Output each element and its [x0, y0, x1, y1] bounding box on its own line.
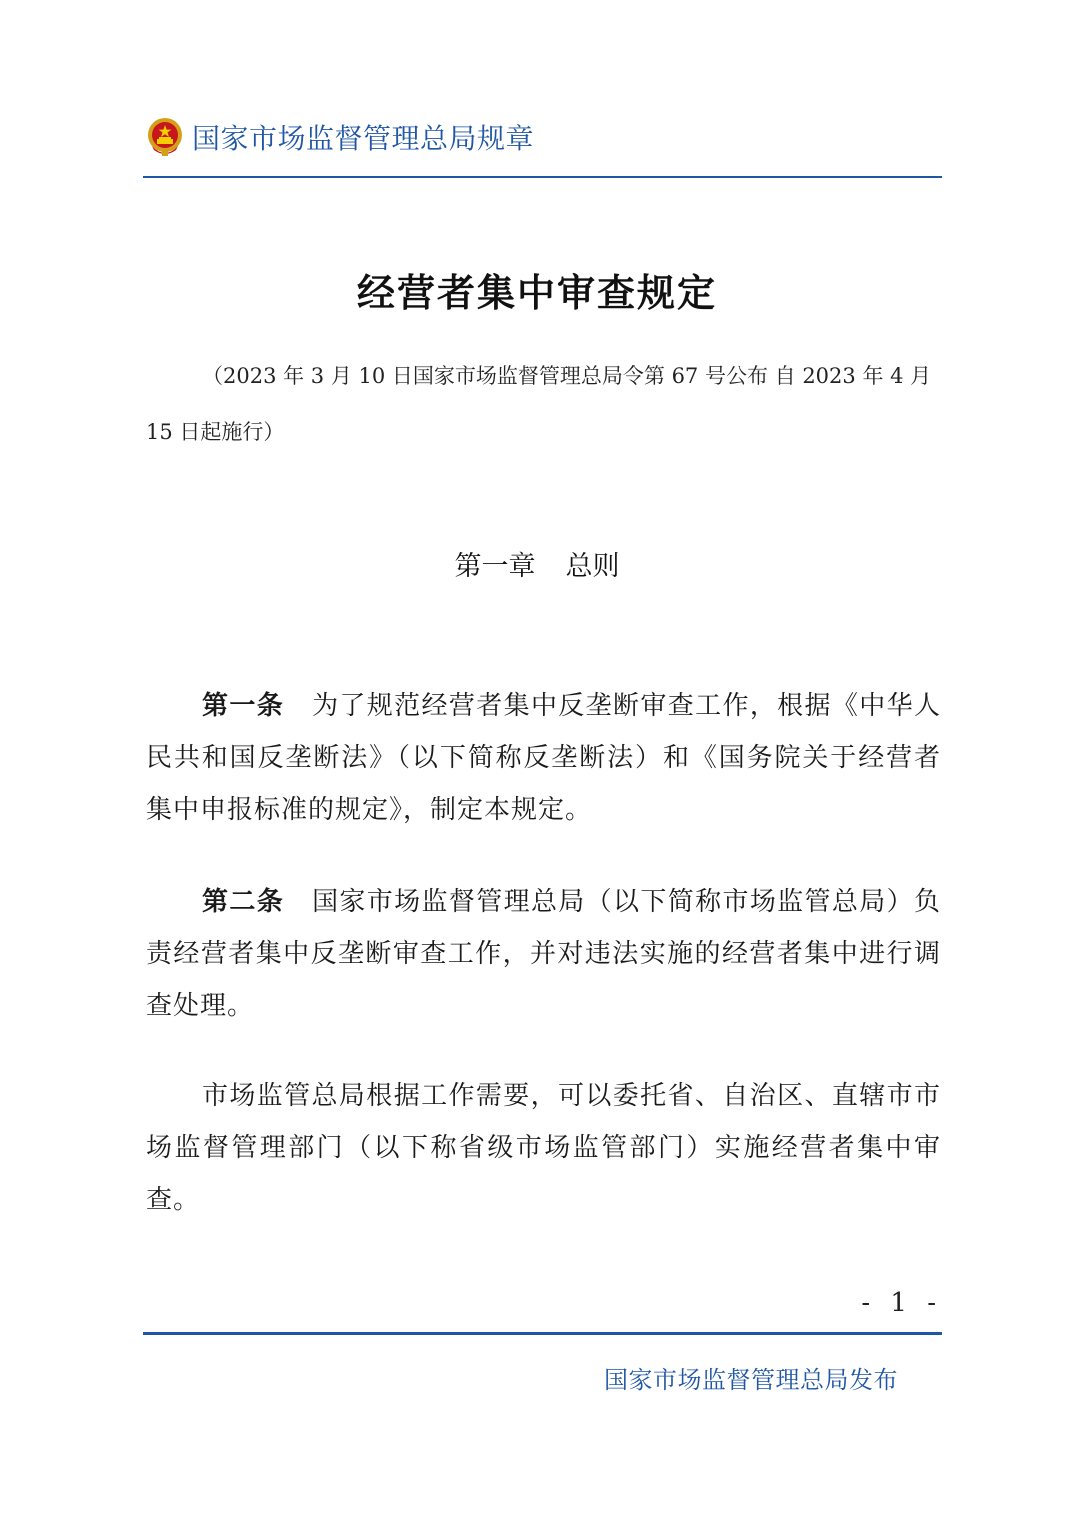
- article-1: [146, 680, 941, 836]
- promulgation-note: （2023 年 3 月 10 日国家市场监督管理总局令第 67 号公布 自 2023 年 4 月 15 日起施行）: [146, 364, 932, 444]
- header-title: 国家市场监督管理总局规章: [192, 122, 535, 155]
- article-text: 国家市场监督管理总局（以下简称市场监管总局）负责经营者集中反垄断审查工作，并对违法实施的经营者集中进行调查处理。: [146, 887, 941, 1021]
- article-label: 第一条: [202, 691, 285, 721]
- header-divider: [143, 176, 942, 178]
- chapter-heading: [0, 544, 1074, 583]
- article-2: [146, 876, 941, 1032]
- document-title: 经营者集中审查规定: [356, 271, 717, 315]
- footer-divider: [143, 1332, 942, 1335]
- national-emblem-icon: [146, 116, 184, 158]
- page-header: [146, 116, 534, 158]
- article-text: 为了规范经营者集中反垄断审查工作，根据《中华人民共和国反垄断法》（以下简称反垄断法）和《国务院关于经营者集中申报标准的规定》，制定本规定。: [146, 691, 941, 825]
- article-2-paragraph-2: 市场监管总局根据工作需要，可以委托省、自治区、直辖市市场监督管理部门（以下称省级市场监管部门）实施经营者集中审查。: [146, 1081, 941, 1215]
- chapter-number: 第一章: [454, 551, 536, 582]
- article-label: 第二条: [202, 887, 285, 917]
- chapter-name: 总则: [565, 551, 620, 582]
- footer-publisher: 国家市场监督管理总局发布: [604, 1366, 898, 1394]
- page-number: - 1 -: [861, 1288, 942, 1318]
